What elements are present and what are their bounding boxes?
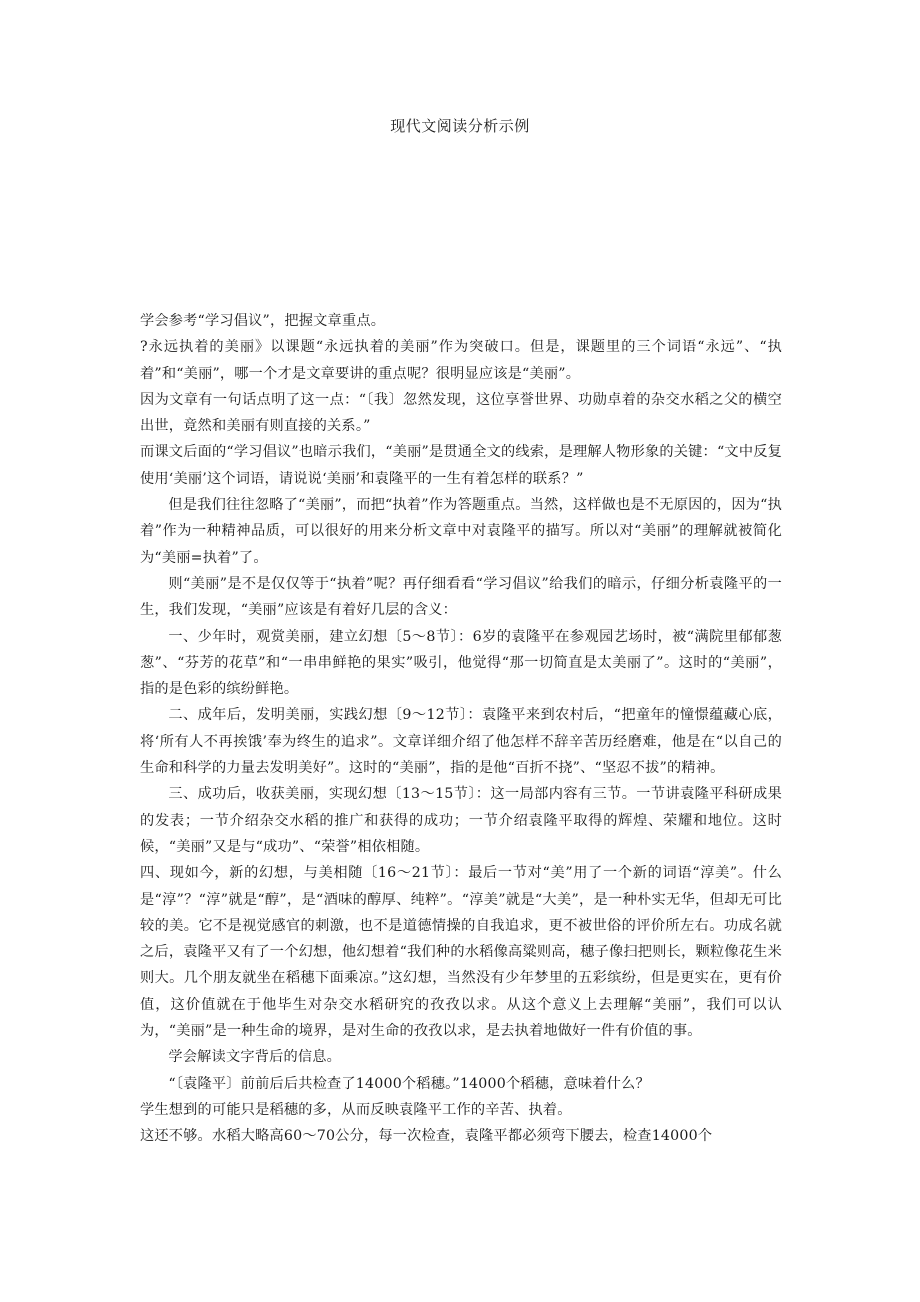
body-paragraph: 因为文章有一句话点明了这一点：“〔我〕忽然发现，这位享誉世界、功勋卓着的杂交水稻之父的横空出世，竟然和美丽有则直接的关系。” xyxy=(140,391,782,435)
body-paragraph: 但是我们往往忽略了“美丽”，而把“执着”作为答题重点。当然，这样做也是不无原因的，因为“执着”作为一种精神品质，可以很好的用来分析文章中对袁隆平的描写。所以对“美丽”的理解就被简化为“美丽=执着”了。 xyxy=(140,497,782,566)
body-paragraph: 三、成功后，收获美丽，实现幻想〔13～15节〕：这一局部内容有三节。一节讲袁隆平科研成果的发表；一节介绍杂交水稻的推广和获得的成功；一节介绍袁隆平取得的辉煌、荣耀和地位。这时候，“美丽”又是与“成功”、“荣誉”相依相随。 xyxy=(140,786,782,855)
body-paragraph: 一、少年时，观赏美丽，建立幻想〔5～8节〕：6岁的袁隆平在参观园艺场时，被“满院里郁郁葱葱”、“芬芳的花草”和“一串串鲜艳的果实”吸引，他觉得“那一切简直是太美丽了”。这时的“美丽”，指的是色彩的缤纷鲜艳。 xyxy=(140,628,782,698)
body-paragraph: 四、现如今，新的幻想，与美相随〔16～21节〕：最后一节对“美”用了一个新的词语“淳美”。什么是“淳”？“淳”就是“醇”，是“酒味的醇厚、纯粹”。“淳美”就是“大美”，是一种朴实无华，但却无可比较的美。它不是视觉感官的刺激，也不是道德情操的自我追求，更不被世俗的评价所左右。功成名就之后，袁隆平又有了一个幻想，他幻想着“我们种的水稻像高粱则高，穗子像扫把则长，颗粒像花生米则大。几个朋友就坐在稻穗下面乘凉。”这幻想，当然没有少年梦里的五彩缤纷，但是更实在，更有价值，这价值就在于他毕生对杂交水稻研究的孜孜以求。从这个意义上去理解“美丽”，我们可以认为，“美丽”是一种生命的境界，是对生命的孜孜以求，是去执着地做好一件有价值的事。 xyxy=(140,865,782,1040)
body-paragraph: 则“美丽”是不是仅仅等于“执着”呢？再仔细看看“学习倡议”给我们的暗示，仔细分析袁隆平的一生，我们发现，“美丽”应该是有着好几层的含义： xyxy=(140,575,782,619)
document-title: 现代文阅读分析示例 xyxy=(390,117,530,135)
body-paragraph: 学会参考“学习倡议”，把握文章重点。 xyxy=(140,313,386,329)
body-paragraph: 学会解读文字背后的信息。 xyxy=(168,1049,342,1066)
body-paragraph: “〔袁隆平〕前前后后共检查了14000个稻穗。”14000个稻穗，意味着什么？ xyxy=(168,1075,650,1092)
body-paragraph: 这还不够。水稻大略高60～70公分，每一次检查，袁隆平都必须弯下腰去，检查14000个 xyxy=(140,1128,713,1145)
body-paragraph: 学生想到的可能只是稻穗的多，从而反映袁隆平工作的辛苦、执着。 xyxy=(140,1101,572,1118)
body-paragraph: 而课文后面的“学习倡议”也暗示我们，“美丽”是贯通全文的线索，是理解人物形象的关键：“文中反复使用‘美丽’这个词语，请说说‘美丽’和袁隆平的一生有着怎样的联系？” xyxy=(140,444,782,487)
body-paragraph: 二、成年后，发明美丽，实践幻想〔9～12节〕：袁隆平来到农村后，“把童年的憧憬蕴藏心底，将‘所有人不再挨饿’奉为终生的追求”。文章详细介绍了他怎样不辞辛苦历经磨难，他是在“以自己的生命和科学的力量去发明美好”。这时的“美丽”，指的是他“百折不挠”、“坚忍不拔”的精神。 xyxy=(140,707,782,777)
document-body xyxy=(140,308,782,1150)
body-paragraph: ?永远执着的美丽》以课题“永远执着的美丽”作为突破口。但是，课题里的三个词语“永远”、“执着”和“美丽”，哪一个才是文章要讲的重点呢？很明显应该是“美丽”。 xyxy=(140,339,782,382)
